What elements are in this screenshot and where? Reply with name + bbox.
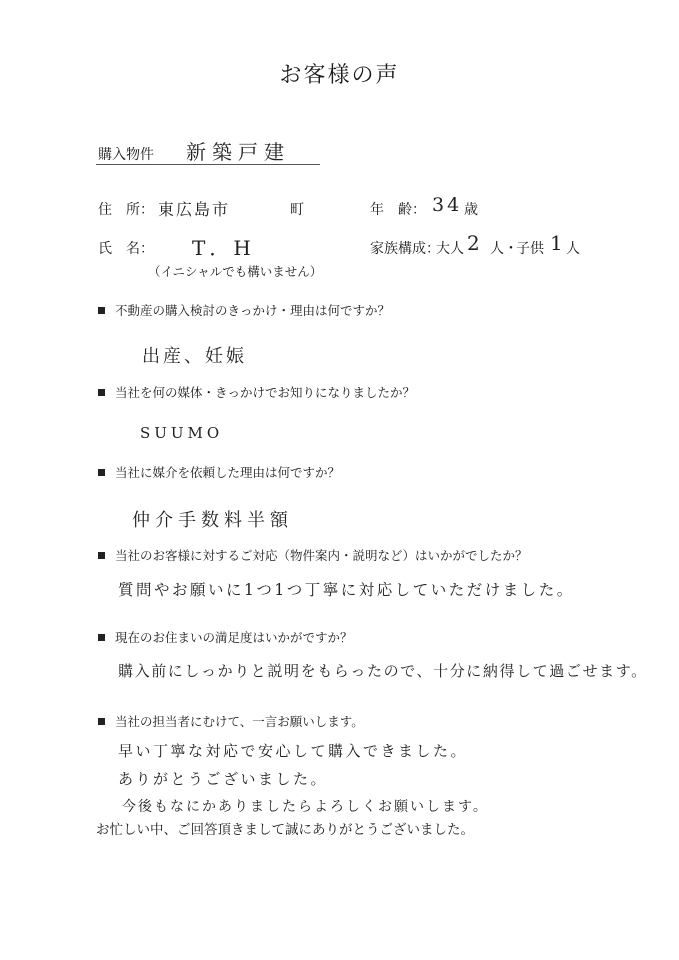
answer-6-line-2: ありがとうございました。 xyxy=(118,770,329,788)
children-unit: 人 xyxy=(566,241,580,257)
question-4 xyxy=(98,546,528,564)
address-value: 東広島市 xyxy=(158,200,231,219)
name-value: T．H xyxy=(192,236,255,260)
adults-label: 大人 xyxy=(436,241,464,257)
question-2 xyxy=(98,383,415,401)
purchase-underline xyxy=(96,164,320,165)
answer-3: 仲介手数料半額 xyxy=(132,510,293,531)
address-label: 住 所： xyxy=(98,202,154,218)
answer-4: 質問やお願いに1つ1つ丁寧に対応していただけました。 xyxy=(118,581,575,599)
children-value: 1 xyxy=(550,231,563,255)
bullet-square-icon xyxy=(98,389,105,396)
bullet-square-icon xyxy=(98,552,105,559)
question-5 xyxy=(98,628,353,646)
name-label: 氏 名： xyxy=(98,241,154,257)
question-text: 当社のお客様に対するご対応（物件案内・説明など）はいかがでしたか？ xyxy=(115,548,528,563)
answer-6-line-1: 早い丁寧な対応で安心して購入できました。 xyxy=(118,742,469,760)
children-label: 子供 xyxy=(516,241,544,257)
bullet-square-icon xyxy=(98,469,105,476)
answer-2: SUUMO xyxy=(140,424,224,442)
town-label: 町 xyxy=(290,202,304,218)
adults-unit: 人・ xyxy=(490,241,518,257)
age-label: 年 齢： xyxy=(370,202,426,218)
purchase-label: 購入物件 xyxy=(98,147,154,163)
age-value: 34 xyxy=(432,194,463,216)
answer-6-line-3: 今後もなにかありましたらよろしくお願いします。 xyxy=(122,799,489,815)
family-label: 家族構成： xyxy=(370,241,440,257)
bullet-square-icon xyxy=(98,718,105,725)
question-text: 当社に媒介を依頼した理由は何ですか？ xyxy=(115,465,341,480)
closing-message: お忙しい中、ご回答頂きまして誠にありがとうございました。 xyxy=(96,822,474,838)
question-text: 現在のお住まいの満足度はいかがですか？ xyxy=(115,630,353,645)
bullet-square-icon xyxy=(98,634,105,641)
name-note: （イニシャルでも構いません） xyxy=(148,264,323,279)
question-text: 当社を何の媒体・きっかけでお知りになりましたか？ xyxy=(115,385,416,400)
question-text: 不動産の購入検討のきっかけ・理由は何ですか？ xyxy=(115,303,391,318)
answer-5: 購入前にしっかりと説明をもらったので、十分に納得して過ごせます。 xyxy=(118,662,648,680)
age-unit: 歳 xyxy=(464,202,478,218)
page-title: お客様の声 xyxy=(279,63,400,88)
purchase-value: 新築戸建 xyxy=(186,140,290,164)
question-1 xyxy=(98,301,390,319)
answer-1: 出産、妊娠 xyxy=(142,346,247,367)
question-3 xyxy=(98,463,340,481)
question-text: 当社の担当者にむけて、一言お願いします。 xyxy=(115,714,364,729)
adults-value: 2 xyxy=(467,231,480,255)
question-6 xyxy=(98,712,364,730)
bullet-square-icon xyxy=(98,307,105,314)
